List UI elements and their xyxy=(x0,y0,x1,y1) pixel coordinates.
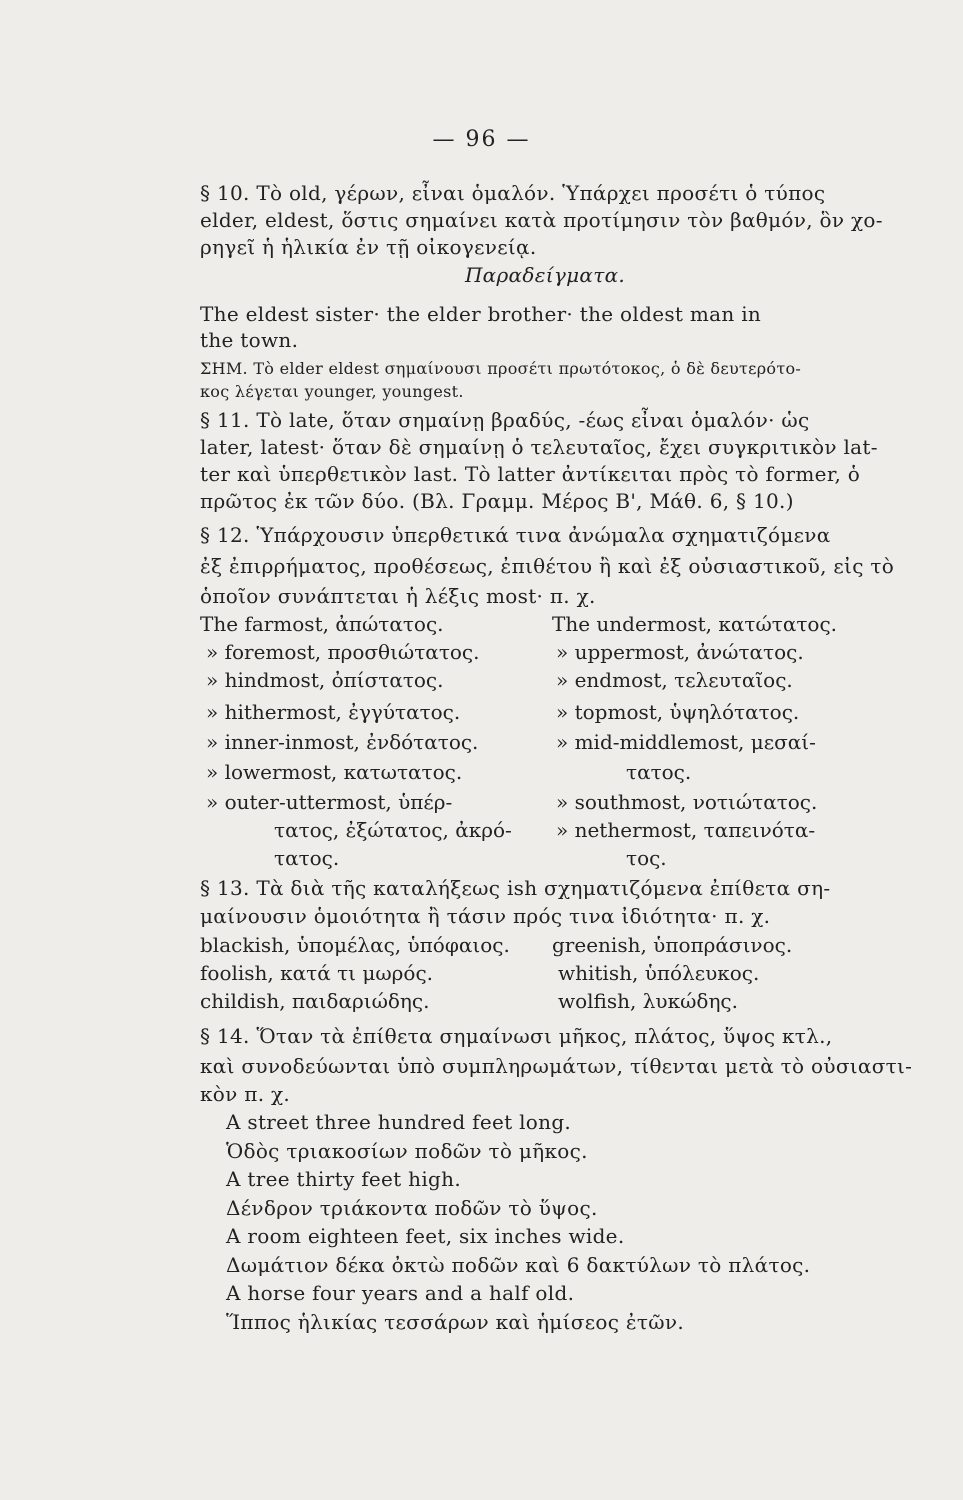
word-entry: » foremost, προσθιώτατος. xyxy=(206,640,480,664)
word-entry: » southmost, νοτιώτατος. xyxy=(556,790,818,814)
word-entry: τος. xyxy=(626,846,667,870)
word-entry: » endmost, τελευταῖος. xyxy=(556,668,793,692)
example-sentence-gr: Ὁδὸς τριακοσίων ποδῶν τὸ μῆκος. xyxy=(226,1139,588,1163)
examples-heading: Παραδείγματα. xyxy=(464,263,626,287)
note-line: ΣΗΜ. Τὸ elder eldest σημαίνουσι προσέτι πρωτότοκος, ὁ δὲ δευτερότο- xyxy=(200,359,802,378)
para12-line: ὁποῖον συνάπτεται ἡ λέξις most· π. χ. xyxy=(200,584,596,608)
ish-entry: blackish, ὑπομέλας, ὑπόφαιος. xyxy=(200,933,510,957)
word-entry: τατος. xyxy=(274,846,340,870)
ish-entry: whitish, ὑπόλευκος. xyxy=(558,961,760,985)
para13-line: § 13. Τὰ διὰ τῆς καταλήξεως ish σχηματιζόμενα ἐπίθετα ση- xyxy=(200,876,831,900)
word-entry: » mid-middlemost, μεσαί- xyxy=(556,730,816,754)
word-entry: » inner-inmost, ἐνδότατος. xyxy=(206,730,479,754)
word-entry: » outer-uttermost, ὑπέρ- xyxy=(206,790,453,814)
word-entry: The undermost, κατώτατος. xyxy=(552,612,838,636)
example-line: the town. xyxy=(200,328,299,352)
word-entry: τατος, ἐξώτατος, ἀκρό- xyxy=(274,818,512,842)
example-sentence-en: A tree thirty feet high. xyxy=(226,1167,461,1191)
para10-line: elder, eldest, ὅστις σημαίνει κατὰ προτίμησιν τὸν βαθμόν, ὃν χο- xyxy=(200,208,883,232)
ish-entry: greenish, ὑποπράσινος. xyxy=(552,933,793,957)
para11-line: πρῶτος ἐκ τῶν δύο. (Βλ. Γραμμ. Μέρος Β', Μάθ. 6, § 10.) xyxy=(200,489,794,513)
para12-line: ἐξ ἐπιρρήματος, προθέσεως, ἐπιθέτου ἢ καὶ ἐξ οὐσιαστικοῦ, εἰς τὸ xyxy=(200,554,895,578)
para12-line: § 12. Ὑπάρχουσιν ὑπερθετικά τινα ἀνώμαλα σχηματιζόμενα xyxy=(200,523,831,547)
word-entry: » lowermost, κατωτατος. xyxy=(206,760,463,784)
note-line: κος λέγεται younger, youngest. xyxy=(200,382,464,401)
para14-line: κὸν π. χ. xyxy=(200,1082,291,1106)
example-sentence-gr: Δένδρον τριάκοντα ποδῶν τὸ ὕψος. xyxy=(226,1196,598,1220)
para11-line: later, latest· ὅταν δὲ σημαίνῃ ὁ τελευταῖος, ἔχει συγκριτικὸν lat- xyxy=(200,435,878,459)
example-sentence-en: A horse four years and a half old. xyxy=(226,1281,575,1305)
para13-line: μαίνουσιν ὁμοιότητα ἢ τάσιν πρός τινα ἰδιότητα· π. χ. xyxy=(200,904,771,928)
word-entry: τατος. xyxy=(626,760,692,784)
word-entry: » uppermost, ἀνώτατος. xyxy=(556,640,804,664)
example-sentence-en: A street three hundred feet long. xyxy=(226,1110,572,1134)
word-entry: » topmost, ὑψηλότατος. xyxy=(556,700,800,724)
page-number: — 96 — xyxy=(432,127,531,152)
word-entry: » nethermost, ταπεινότα- xyxy=(556,818,816,842)
word-entry: The farmost, ἀπώτατος. xyxy=(200,612,444,636)
word-entry: » hindmost, ὀπίστατος. xyxy=(206,668,444,692)
example-sentence-gr: Ἵππος ἡλικίας τεσσάρων καὶ ἡμίσεος ἐτῶν. xyxy=(226,1310,684,1334)
example-line: The eldest sister· the elder brother· the oldest man in xyxy=(200,302,762,326)
para10-line: § 10. Τὸ old, γέρων, εἶναι ὁμαλόν. Ὑπάρχει προσέτι ὁ τύπος xyxy=(200,181,826,205)
para10-line: ρηγεῖ ἡ ἡλικία ἐν τῇ οἰκογενείᾳ. xyxy=(200,235,537,259)
para14-line: § 14. Ὅταν τὰ ἐπίθετα σημαίνωσι μῆκος, πλάτος, ὕψος κτλ., xyxy=(200,1024,833,1048)
example-sentence-gr: Δωμάτιον δέκα ὀκτὼ ποδῶν καὶ 6 δακτύλων τὸ πλάτος. xyxy=(226,1253,811,1277)
example-sentence-en: A room eighteen feet, six inches wide. xyxy=(226,1224,625,1248)
ish-entry: foolish, κατά τι μωρός. xyxy=(200,961,433,985)
para11-line: § 11. Τὸ late, ὅταν σημαίνῃ βραδύς, -έως εἶναι ὁμαλόν· ὡς xyxy=(200,408,810,432)
word-entry: » hithermost, ἐγγύτατος. xyxy=(206,700,461,724)
para11-line: ter καὶ ὑπερθετικὸν last. Τὸ latter ἀντίκειται πρὸς τὸ former, ὁ xyxy=(200,462,861,486)
ish-entry: childish, παιδαριώδης. xyxy=(200,989,430,1013)
para14-line: καὶ συνοδεύωνται ὑπὸ συμπληρωμάτων, τίθενται μετὰ τὸ οὐσιαστι- xyxy=(200,1054,913,1078)
ish-entry: wolfish, λυκώδης. xyxy=(558,989,738,1013)
